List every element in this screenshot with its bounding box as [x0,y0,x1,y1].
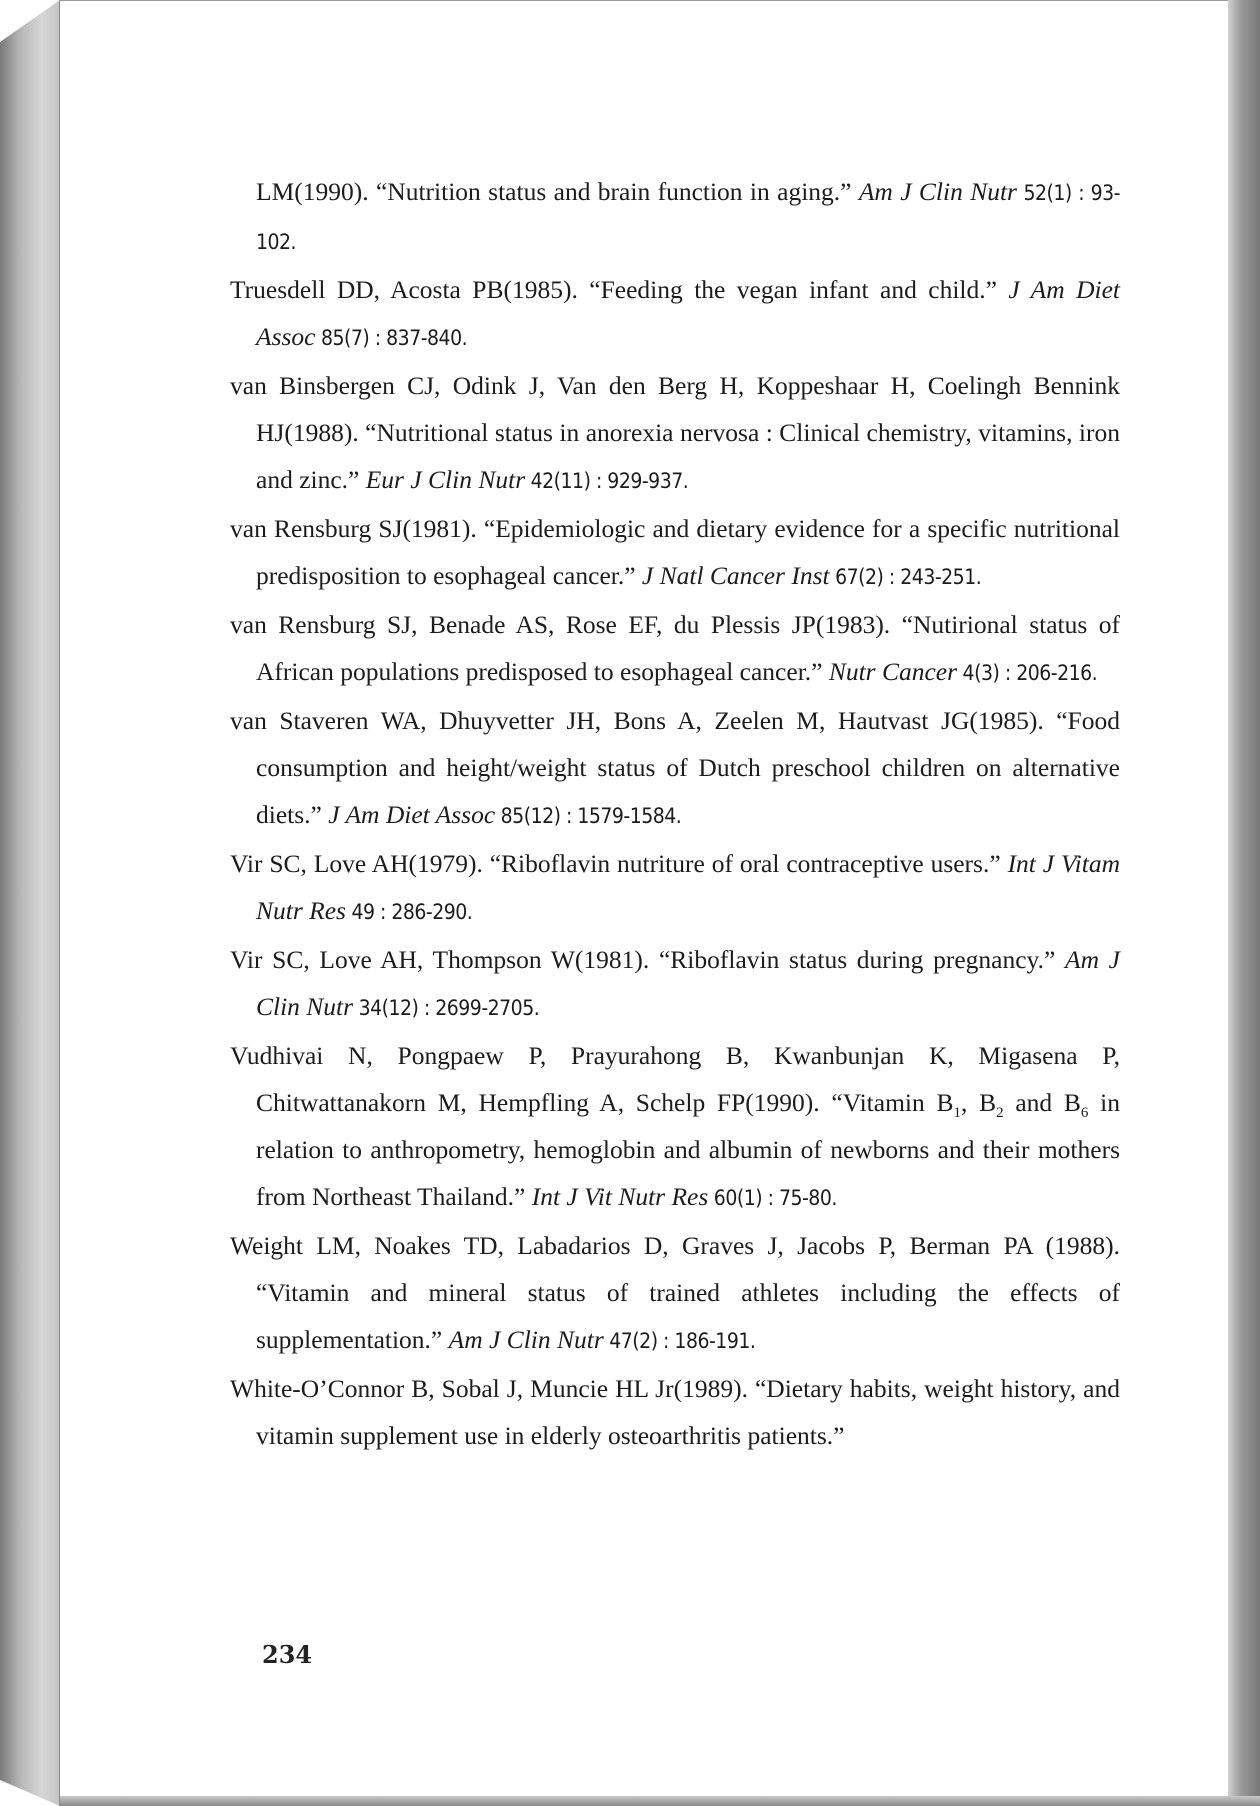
citation-volume-pages: 34(12) : 2699-2705. [353,996,540,1020]
citation-volume-pages: 49 : 286-290. [345,900,473,924]
reference-entry [230,266,1120,362]
journal-title: J Natl Cancer Inst [641,561,830,590]
journal-title: Am J Clin Nutr [448,1325,604,1354]
reference-text: White-O’Connor B, Sobal J, Muncie HL Jr(1989). “Dietary habits, weight history, and vitamin supplement use in elderly osteoarthritis patients.” [230,1374,1120,1450]
subscript: 6 [1080,1105,1089,1122]
reference-entry [230,1365,1120,1459]
reference-entry [230,168,1120,266]
citation-volume-pages: 60(1) : 75-80. [708,1186,837,1210]
reference-entry [230,936,1120,1032]
citation-volume-pages: 4(3) : 206-216. [957,661,1098,685]
page-right-shadow [1228,0,1260,1806]
book-spine-edge [0,0,60,1806]
page-number: 234 [262,1640,313,1669]
reference-text: Vir SC, Love AH, Thompson W(1981). “Riboflavin status during pregnancy.” [230,945,1065,974]
journal-title: Am J Clin Nutr [858,177,1017,206]
journal-title: Nutr Cancer [828,657,958,686]
reference-entry [230,362,1120,505]
reference-text: , B [961,1088,997,1117]
reference-text: van Binsbergen CJ, Odink J, Van den Berg H, Koppeshaar H, Coelingh Bennink HJ(1988). “Nutritional status in anorexia nervosa : Clinical chemistry, vitamins, iron and zinc.” [230,371,1120,494]
citation-volume-pages: 47(2) : 186-191. [603,1329,756,1353]
journal-title: J Am Diet Assoc [328,800,496,829]
subscript: 2 [996,1105,1004,1122]
reference-entry [230,840,1120,936]
journal-title: Eur J Clin Nutr [365,465,526,494]
reference-text: Weight LM, Noakes TD, Labadarios D, Graves J, Jacobs P, Berman PA (1988). “Vitamin and mineral status of trained athletes including the effects of supplementation.” [230,1231,1120,1354]
reference-text: Vudhivai N, Pongpaew P, Prayurahong B, Kwanbunjan K, Migasena P, Chitwattanakorn M, Hempfling A, Schelp FP(1990). “Vitamin B [230,1041,1120,1117]
reference-text: in relation to anthropometry, hemoglobin and albumin of newborns and their mothers from Northeast Thailand.” [256,1088,1120,1211]
reference-entry [230,1222,1120,1365]
reference-text: van Rensburg SJ(1981). “Epidemiologic and dietary evidence for a specific nutritional predisposition to esophageal cancer.” [230,514,1120,590]
citation-volume-pages: 85(12) : 1579-1584. [495,804,682,828]
reference-text: and B [1003,1088,1081,1117]
citation-volume-pages: 42(11) : 929-937. [525,469,689,493]
reference-text: van Staveren WA, Dhuyvetter JH, Bons A, Zeelen M, Hautvast JG(1985). “Food consumption and height/weight status of Dutch preschool children on alternative diets.” [230,706,1120,829]
journal-title: Am J Clin Nutr [256,945,1121,1021]
reference-entry [230,697,1120,840]
reference-text: van Rensburg SJ, Benade AS, Rose EF, du Plessis JP(1983). “Nutirional status of African populations predisposed to esophageal cancer.” [230,610,1120,686]
citation-volume-pages: 67(2) : 243-251. [829,565,982,589]
reference-text: Vir SC, Love AH(1979). “Riboflavin nutriture of oral contraceptive users.” [230,849,1008,878]
reference-list [230,168,1120,1459]
reference-text: LM(1990). “Nutrition status and brain function in aging.” [256,177,859,206]
reference-entry [230,601,1120,697]
reference-text: Truesdell DD, Acosta PB(1985). “Feeding the vegan infant and child.” [230,275,1009,304]
journal-title: Int J Vit Nutr Res [531,1182,709,1211]
page-bottom-shadow [60,1796,1260,1806]
citation-volume-pages: 52(1) : 93-102. [256,181,1120,254]
subscript: 1 [953,1105,961,1122]
journal-title: Int J Vitam Nutr Res [256,849,1120,925]
journal-title: J Am Diet Assoc [256,275,1120,351]
reference-entry [230,1032,1120,1222]
citation-volume-pages: 85(7) : 837-840. [315,326,468,350]
reference-entry [230,505,1120,601]
